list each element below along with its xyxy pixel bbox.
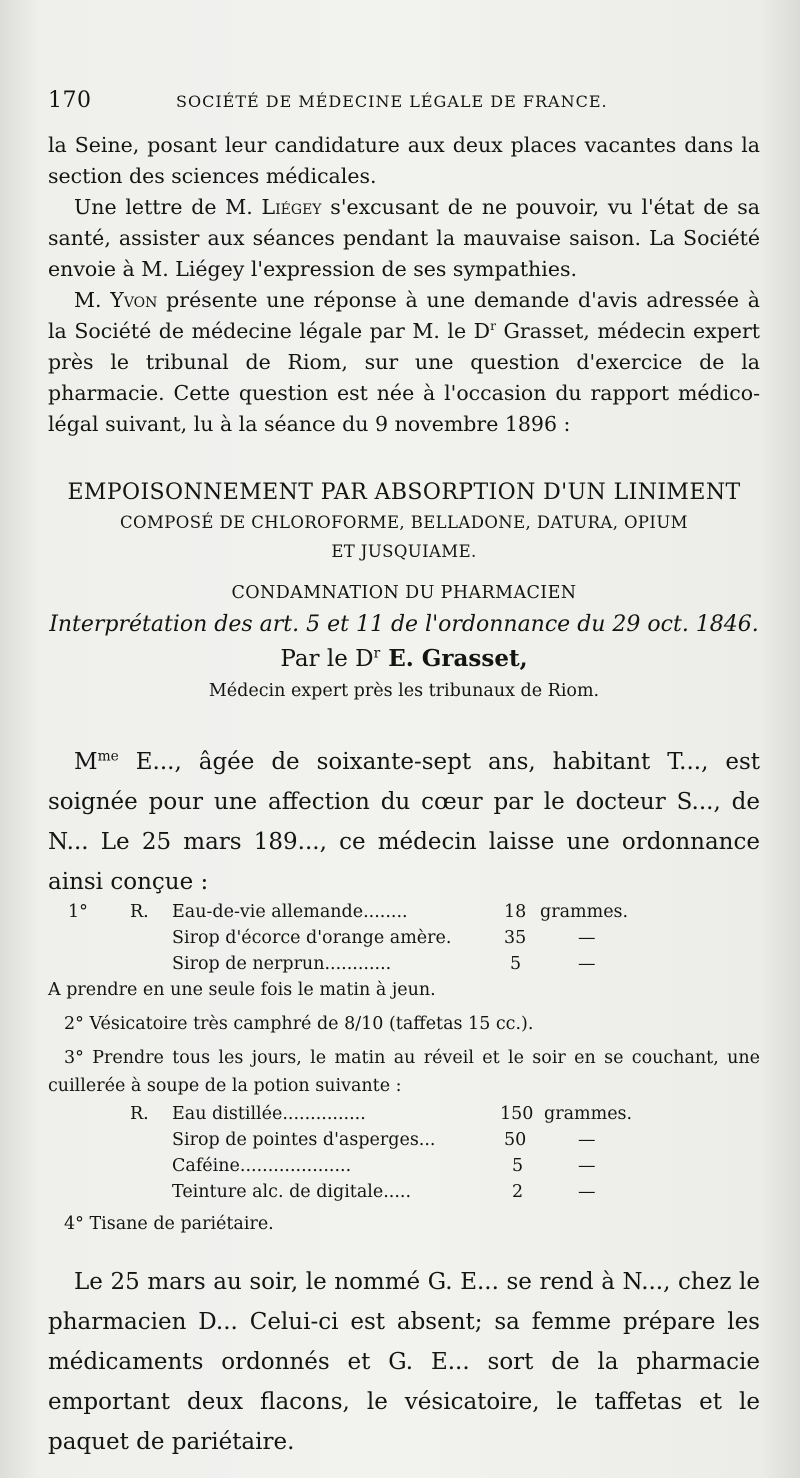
- author-line: Par le $D^r$ E. Grasset,: [280, 645, 528, 672]
- item-number: 1°: [68, 902, 88, 922]
- prescription-2: [48, 1104, 760, 1214]
- item-2: 2° Vésicatoire très camphré de 8/10 (taffetas 15 cc.).: [64, 1014, 534, 1034]
- body-section: [48, 742, 760, 902]
- prescription-1: [48, 902, 760, 982]
- intro-paragraph-1: la Seine, posant leur candidature aux deux places vacantes dans la section des sciences médicales.: [48, 133, 760, 188]
- prescription-note: A prendre en une seule fois le matin à jeun.: [48, 980, 436, 1000]
- prescription-row: Caféine.................... 5 —: [172, 1156, 596, 1176]
- intro-paragraph-3: M. Yvon présente une réponse à une demande d'avis adressée à la Société de médecine légale par M. le $D^r$ Grasset, médecin expert près le tribunal de Riom, sur une question d'exercice de la pharmacie. Cette question est née à l'occasion du rapport médico-légal suivant, lu à la séance du 9 novembre 1896 :: [48, 288, 760, 436]
- prescription-row: 1° R. Eau-de-vie allemande........ 18 grammes.: [68, 902, 629, 922]
- closing-section: [48, 1262, 760, 1462]
- intro-paragraph-2: Une lettre de M. Liégey s'excusant de ne pouvoir, vu l'état de sa santé, assister aux séances pendant la mauvaise saison. La Société envoie à M. Liégey l'expression de ses sympathies.: [48, 195, 760, 281]
- intro-section: [48, 130, 760, 440]
- body-paragraph-1: $M^{me}$ E..., âgée de soixante-sept ans, habitant T..., est soignée pour une affection du cœur par le docteur S..., de N... Le 25 mars 189..., ce médecin laisse une ordonnance ainsi conçue :: [48, 748, 760, 895]
- prescription-notes: [48, 976, 760, 1100]
- running-header: [48, 88, 760, 118]
- running-title: SOCIÉTÉ DE MÉDECINE LÉGALE DE FRANCE.: [176, 92, 608, 111]
- title-line-3: ET JUSQUIAME.: [331, 542, 477, 561]
- article-title: [48, 478, 760, 706]
- item-3: 3° Prendre tous les jours, le matin au réveil et le soir en se couchant, une cuillerée à soupe de la potion suivante :: [48, 1048, 760, 1096]
- title-line-2: COMPOSÉ DE CHLOROFORME, BELLADONE, DATURA, OPIUM: [120, 513, 688, 532]
- item-4-section: [48, 1210, 760, 1238]
- title-line-4: CONDAMNATION DU PHARMACIEN: [231, 583, 577, 603]
- prescription-row: Teinture alc. de digitale..... 2 —: [172, 1182, 596, 1202]
- prescription-row: Sirop de nerprun............ 5 —: [172, 954, 596, 974]
- title-line-5: Interprétation des art. 5 et 11 de l'ordonnance du 29 oct. 1846.: [49, 612, 759, 637]
- prescription-row: Sirop de pointes d'asperges... 50 —: [172, 1130, 596, 1150]
- name-yvon: Yvon: [110, 288, 158, 312]
- name-liegey: Liégey: [261, 195, 322, 219]
- title-line-1: EMPOISONNEMENT PAR ABSORPTION D'UN LINIMENT: [67, 480, 741, 505]
- prescription-row: R. Eau distillée............... 150 grammes.: [130, 1104, 633, 1124]
- page-number: 170: [48, 88, 92, 113]
- item-4: 4° Tisane de pariétaire.: [64, 1214, 274, 1234]
- prescription-row: Sirop d'écorce d'orange amère. 35 —: [172, 928, 596, 948]
- closing-paragraph: Le 25 mars au soir, le nommé G. E... se rend à N..., chez le pharmacien D... Celui-ci est absent; sa femme prépare les médicaments ordonnés et G. E... sort de la pharmacie emportant deux flacons, le vésicatoire, le taffetas et le paquet de pariétaire.: [48, 1269, 760, 1455]
- author-affiliation: Médecin expert près les tribunaux de Riom.: [208, 681, 600, 701]
